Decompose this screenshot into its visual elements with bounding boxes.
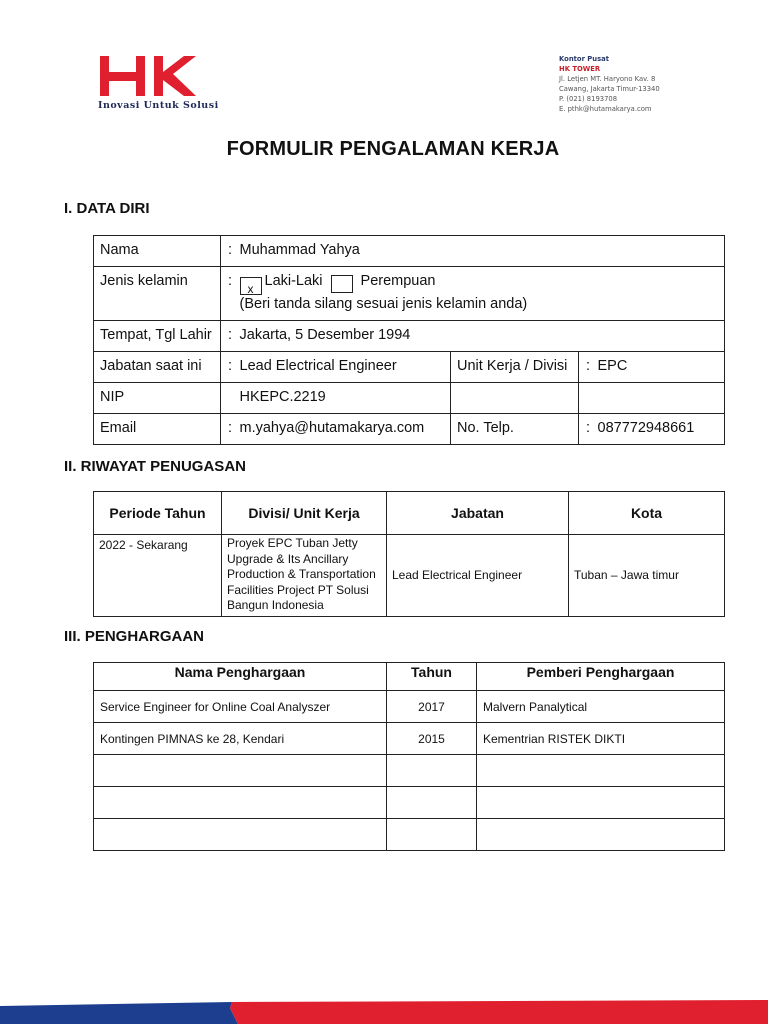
document-title: FORMULIR PENGALAMAN KERJA [226, 138, 560, 160]
footer-decorative-band [0, 1000, 768, 1024]
award-giver-cell [477, 755, 725, 787]
award-year-cell: 2017 [387, 691, 477, 723]
empty-colon-cell [221, 383, 238, 414]
data-diri-table [93, 235, 725, 445]
table-row [94, 755, 725, 787]
male-checkbox[interactable]: x [240, 277, 262, 295]
female-option-label: Perempuan [360, 273, 436, 289]
telp-label: No. Telp. [451, 414, 579, 445]
colon: : [221, 236, 238, 267]
column-header: Tahun [387, 663, 477, 691]
nama-label: Nama [94, 236, 221, 267]
table-row [94, 819, 725, 851]
jenis-kelamin-value [238, 267, 725, 321]
table-row [94, 267, 725, 321]
colon: : [221, 414, 238, 445]
nip-label: NIP [94, 383, 221, 414]
unit-kerja-label: Unit Kerja / Divisi [451, 352, 579, 383]
award-name-cell [94, 787, 387, 819]
email-value: m.yahya@hutamakarya.com [238, 414, 451, 445]
table-row [94, 352, 725, 383]
table-row [94, 414, 725, 445]
nip-value: HKEPC.2219 [238, 383, 451, 414]
column-header: Jabatan [387, 492, 569, 535]
female-checkbox[interactable] [331, 275, 353, 293]
award-giver-cell [477, 787, 725, 819]
column-header: Kota [569, 492, 725, 535]
office-address-line2: Cawang, Jakarta Timur-13340 [559, 85, 660, 93]
male-option-label: Laki-Laki [264, 273, 323, 289]
column-header: Periode Tahun [94, 492, 222, 535]
empty-cell [579, 383, 725, 414]
award-year-cell: 2015 [387, 723, 477, 755]
award-year-cell [387, 819, 477, 851]
colon: : [579, 414, 596, 445]
section-penghargaan-heading: III. PENGHARGAAN [64, 628, 205, 645]
section-riwayat-heading: II. RIWAYAT PENUGASAN [64, 458, 246, 475]
divisi-cell: Proyek EPC Tuban Jetty Upgrade & Its Ancillary Production & Transportation Facilities Project PT Solusi Bangun Indonesia [222, 535, 387, 617]
office-phone: P. (021) 8193708 [559, 95, 618, 103]
office-address-block [559, 54, 660, 114]
award-name-cell: Kontingen PIMNAS ke 28, Kendari [94, 723, 387, 755]
award-name-cell: Service Engineer for Online Coal Analyszer [94, 691, 387, 723]
column-header: Divisi/ Unit Kerja [222, 492, 387, 535]
table-row [94, 691, 725, 723]
office-address-line1: Jl. Letjen MT. Haryono Kav. 8 [559, 75, 656, 83]
company-tagline: Inovasi Untuk Solusi [98, 100, 219, 111]
award-giver-cell: Kementrian RISTEK DIKTI [477, 723, 725, 755]
award-name-cell [94, 819, 387, 851]
table-header-row [94, 492, 725, 535]
jabatan-cell: Lead Electrical Engineer [387, 535, 569, 617]
email-label: Email [94, 414, 221, 445]
jabatan-label: Jabatan saat ini [94, 352, 221, 383]
jenis-kelamin-label: Jenis kelamin [94, 267, 221, 321]
section-data-diri-heading: I. DATA DIRI [64, 200, 150, 217]
award-name-cell [94, 755, 387, 787]
award-year-cell [387, 787, 477, 819]
office-title: Kontor Pusat [559, 55, 609, 63]
column-header: Nama Penghargaan [94, 663, 387, 691]
riwayat-penugasan-table [93, 491, 725, 617]
table-row [94, 535, 725, 617]
table-header-row [94, 663, 725, 691]
periode-cell: 2022 - Sekarang [94, 535, 222, 617]
unit-kerja-value: EPC [596, 352, 725, 383]
office-name: HK TOWER [559, 65, 601, 73]
tempat-tgl-lahir-label: Tempat, Tgl Lahir [94, 321, 221, 352]
tempat-tgl-lahir-value: Jakarta, 5 Desember 1994 [238, 321, 725, 352]
table-row [94, 236, 725, 267]
colon: : [221, 352, 238, 383]
table-row [94, 321, 725, 352]
gender-instruction: (Beri tanda silang sesuai jenis kelamin anda) [239, 296, 528, 312]
table-row [94, 787, 725, 819]
award-year-cell [387, 755, 477, 787]
empty-cell [451, 383, 579, 414]
office-email: E. pthk@hutamakarya.com [559, 105, 652, 113]
award-giver-cell: Malvern Panalytical [477, 691, 725, 723]
nama-value: Muhammad Yahya [238, 236, 725, 267]
jabatan-value: Lead Electrical Engineer [238, 352, 451, 383]
colon: : [221, 267, 238, 321]
table-row [94, 723, 725, 755]
kota-cell: Tuban – Jawa timur [569, 535, 725, 617]
award-giver-cell [477, 819, 725, 851]
table-row [94, 383, 725, 414]
colon: : [579, 352, 596, 383]
column-header: Pemberi Penghargaan [477, 663, 725, 691]
colon: : [221, 321, 238, 352]
telp-value: 087772948661 [596, 414, 725, 445]
penghargaan-table [93, 662, 725, 851]
